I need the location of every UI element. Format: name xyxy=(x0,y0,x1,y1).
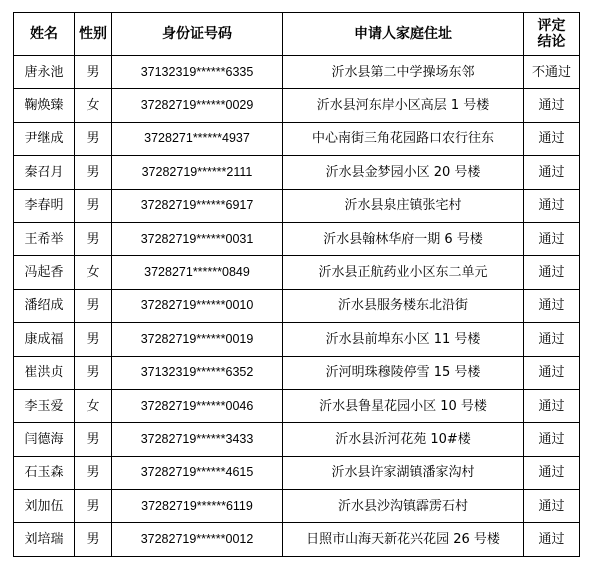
table-row xyxy=(14,122,580,155)
cell-result: 通过 xyxy=(524,289,580,322)
cell-name: 秦召月 xyxy=(14,156,75,189)
cell-sex: 男 xyxy=(75,222,112,255)
cell-id: 37282719******3433 xyxy=(112,423,283,456)
cell-name: 李春明 xyxy=(14,189,75,222)
table-row xyxy=(14,389,580,422)
cell-name: 李玉爱 xyxy=(14,389,75,422)
cell-address: 日照市山海天新花兴花园 26 号楼 xyxy=(283,523,524,556)
cell-id: 37282719******6917 xyxy=(112,189,283,222)
table-row xyxy=(14,490,580,523)
table-row xyxy=(14,256,580,289)
table-header xyxy=(14,13,580,56)
table-row xyxy=(14,456,580,489)
cell-address: 沂水县前埠东小区 11 号楼 xyxy=(283,323,524,356)
cell-sex: 男 xyxy=(75,189,112,222)
cell-address: 沂水县第二中学操场东邻 xyxy=(283,56,524,89)
cell-name: 石玉森 xyxy=(14,456,75,489)
cell-address: 沂水县正航药业小区东二单元 xyxy=(283,256,524,289)
cell-address: 中心南街三角花园路口农行往东 xyxy=(283,122,524,155)
cell-result: 通过 xyxy=(524,456,580,489)
table-row xyxy=(14,189,580,222)
cell-name: 刘培瑞 xyxy=(14,523,75,556)
cell-sex: 男 xyxy=(75,523,112,556)
cell-result: 通过 xyxy=(524,222,580,255)
cell-result: 通过 xyxy=(524,490,580,523)
cell-result: 通过 xyxy=(524,423,580,456)
header-name: 姓名 xyxy=(14,13,75,56)
cell-result: 通过 xyxy=(524,523,580,556)
cell-result: 通过 xyxy=(524,156,580,189)
cell-id: 37282719******0019 xyxy=(112,323,283,356)
cell-name: 崔洪贞 xyxy=(14,356,75,389)
cell-result: 通过 xyxy=(524,89,580,122)
cell-address: 沂水县泉庄镇张宅村 xyxy=(283,189,524,222)
cell-id: 37282719******0010 xyxy=(112,289,283,322)
cell-name: 康成福 xyxy=(14,323,75,356)
cell-result: 通过 xyxy=(524,189,580,222)
header-id: 身份证号码 xyxy=(112,13,283,56)
header-result-line2: 结论 xyxy=(537,34,566,50)
cell-sex: 女 xyxy=(75,389,112,422)
cell-address: 沂水县服务楼东北沿街 xyxy=(283,289,524,322)
cell-id: 37282719******0046 xyxy=(112,389,283,422)
table-row xyxy=(14,423,580,456)
table-row xyxy=(14,289,580,322)
cell-name: 唐永池 xyxy=(14,56,75,89)
cell-sex: 男 xyxy=(75,122,112,155)
cell-address: 沂水县许家湖镇潘家沟村 xyxy=(283,456,524,489)
cell-name: 冯起香 xyxy=(14,256,75,289)
applicant-table-wrapper xyxy=(13,12,580,557)
header-result-line1: 评定 xyxy=(537,18,566,34)
cell-result: 通过 xyxy=(524,122,580,155)
header-address: 申请人家庭住址 xyxy=(283,13,524,56)
cell-id: 37132319******6352 xyxy=(112,356,283,389)
cell-address: 沂水县鲁星花园小区 10 号楼 xyxy=(283,389,524,422)
cell-id: 37282719******4615 xyxy=(112,456,283,489)
cell-id: 37282719******0029 xyxy=(112,89,283,122)
cell-address: 沂水县河东岸小区高层 1 号楼 xyxy=(283,89,524,122)
cell-sex: 男 xyxy=(75,56,112,89)
cell-address: 沂水县金梦园小区 20 号楼 xyxy=(283,156,524,189)
cell-sex: 女 xyxy=(75,89,112,122)
cell-result: 不通过 xyxy=(524,56,580,89)
table-row xyxy=(14,222,580,255)
table-row xyxy=(14,156,580,189)
cell-sex: 男 xyxy=(75,323,112,356)
cell-result: 通过 xyxy=(524,323,580,356)
cell-id: 37282719******6119 xyxy=(112,490,283,523)
cell-address: 沂河明珠穆陵停雪 15 号楼 xyxy=(283,356,524,389)
cell-sex: 男 xyxy=(75,490,112,523)
header-row xyxy=(14,13,580,56)
cell-name: 刘加伍 xyxy=(14,490,75,523)
cell-sex: 男 xyxy=(75,456,112,489)
table-row xyxy=(14,356,580,389)
header-result xyxy=(524,13,580,56)
cell-sex: 男 xyxy=(75,289,112,322)
header-sex: 性别 xyxy=(75,13,112,56)
table-row xyxy=(14,523,580,556)
table-row xyxy=(14,89,580,122)
cell-address: 沂水县沂河花苑 10#楼 xyxy=(283,423,524,456)
cell-name: 闫德海 xyxy=(14,423,75,456)
cell-result: 通过 xyxy=(524,389,580,422)
cell-id: 37282719******0031 xyxy=(112,222,283,255)
table-row xyxy=(14,56,580,89)
cell-name: 尹继成 xyxy=(14,122,75,155)
cell-name: 潘绍成 xyxy=(14,289,75,322)
cell-sex: 男 xyxy=(75,156,112,189)
cell-address: 沂水县沙沟镇霹雳石村 xyxy=(283,490,524,523)
cell-result: 通过 xyxy=(524,256,580,289)
table-body xyxy=(14,56,580,557)
table-row xyxy=(14,323,580,356)
cell-result: 通过 xyxy=(524,356,580,389)
cell-sex: 男 xyxy=(75,356,112,389)
cell-sex: 男 xyxy=(75,423,112,456)
applicant-table xyxy=(13,12,580,557)
cell-id: 3728271******0849 xyxy=(112,256,283,289)
cell-address: 沂水县翰林华府一期 6 号楼 xyxy=(283,222,524,255)
cell-id: 37132319******6335 xyxy=(112,56,283,89)
cell-id: 3728271******4937 xyxy=(112,122,283,155)
cell-name: 王希举 xyxy=(14,222,75,255)
cell-sex: 女 xyxy=(75,256,112,289)
cell-name: 鞠焕臻 xyxy=(14,89,75,122)
cell-id: 37282719******2111 xyxy=(112,156,283,189)
cell-id: 37282719******0012 xyxy=(112,523,283,556)
